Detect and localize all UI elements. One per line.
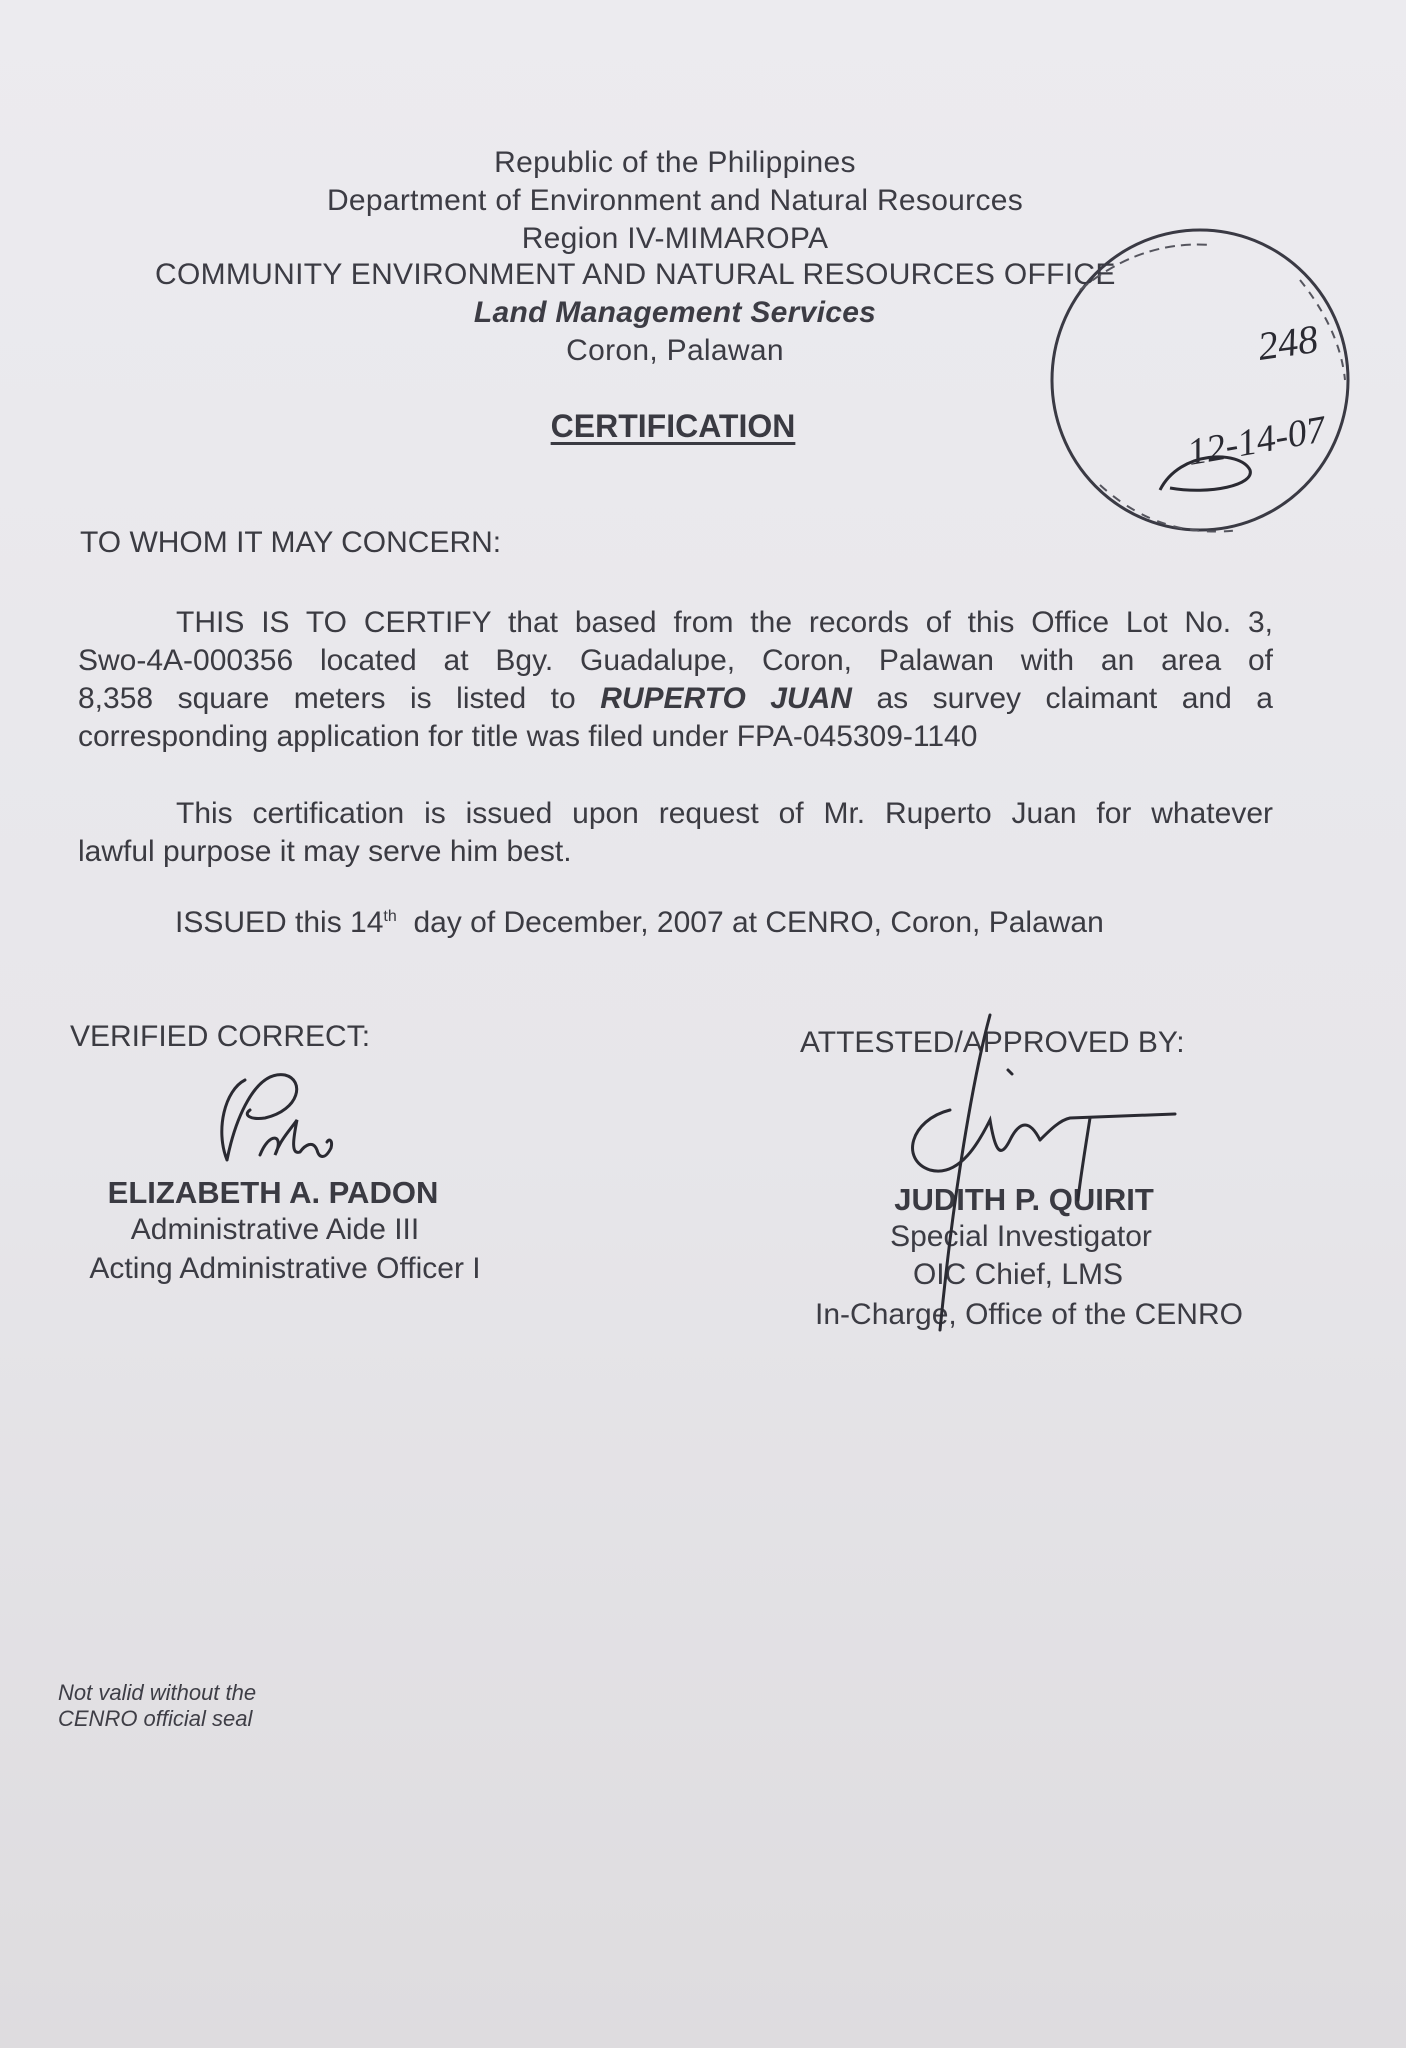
paragraph1-line3-pre: 8,358 square meters is listed to xyxy=(78,682,576,715)
header-region: Region IV-MIMAROPA xyxy=(521,222,829,255)
paragraph2-line1: This certification is issued upon request of Mr. Ruperto Juan for whatever xyxy=(176,797,1273,830)
paragraph1-line3-post: as survey claimant and a xyxy=(876,682,1273,715)
padon-signature xyxy=(205,1060,345,1180)
header-location: Coron, Palawan xyxy=(566,334,784,367)
paragraph1-line3 xyxy=(78,680,1273,718)
header-service: Land Management Services xyxy=(473,296,877,329)
left-signatory-name: ELIZABETH A. PADON xyxy=(107,1175,439,1210)
issued-prefix: ISSUED this 14 xyxy=(175,906,384,939)
issued-superscript: th xyxy=(383,908,397,925)
quirit-signature xyxy=(890,1010,1190,1340)
attested-label: ATTESTED/APPROVED BY: xyxy=(800,1026,1185,1059)
right-signatory-title3: In-Charge, Office of the CENRO xyxy=(815,1298,1243,1331)
right-signatory-title2: OIC Chief, LMS xyxy=(912,1258,1124,1291)
footer-note-line2: CENRO official seal xyxy=(58,1706,253,1731)
paragraph2-line2: lawful purpose it may serve him best. xyxy=(78,835,572,868)
right-signatory-name: JUDITH P. QUIRIT xyxy=(894,1182,1154,1217)
stamp-date: 12-14-07 xyxy=(1184,408,1329,474)
stamp-number: 248 xyxy=(1254,315,1321,369)
issued-line xyxy=(175,906,1104,940)
header-republic: Republic of the Philippines xyxy=(494,146,856,179)
header-office: COMMUNITY ENVIRONMENT AND NATURAL RESOURCES OFFICE xyxy=(155,258,1116,291)
footer-note-line1: Not valid without the xyxy=(58,1680,257,1705)
left-signatory-title2: Acting Administrative Officer I xyxy=(89,1252,481,1285)
left-signatory-title1: Administrative Aide III xyxy=(130,1213,420,1246)
salutation: TO WHOM IT MAY CONCERN: xyxy=(80,526,502,559)
verified-label: VERIFIED CORRECT: xyxy=(70,1020,371,1053)
cenro-stamp xyxy=(1040,220,1380,560)
paragraph1-line1: THIS IS TO CERTIFY that based from the records of this Office Lot No. 3, xyxy=(176,606,1273,639)
claimant-name: RUPERTO JUAN xyxy=(600,682,852,715)
purpose-paragraph xyxy=(78,795,1273,871)
issued-suffix: day of December, 2007 at CENRO, Coron, Palawan xyxy=(413,906,1104,939)
paragraph1-line4: corresponding application for title was filed under FPA-045309-1140 xyxy=(78,720,978,753)
paragraph1-line2: Swo-4A-000356 located at Bgy. Guadalupe, Coron, Palawan with an area of xyxy=(78,644,1273,677)
right-signatory-title1: Special Investigator xyxy=(890,1220,1152,1253)
document-title: CERTIFICATION xyxy=(550,408,796,444)
header-department: Department of Environment and Natural Resources xyxy=(326,184,1024,217)
certification-paragraph xyxy=(78,604,1273,756)
